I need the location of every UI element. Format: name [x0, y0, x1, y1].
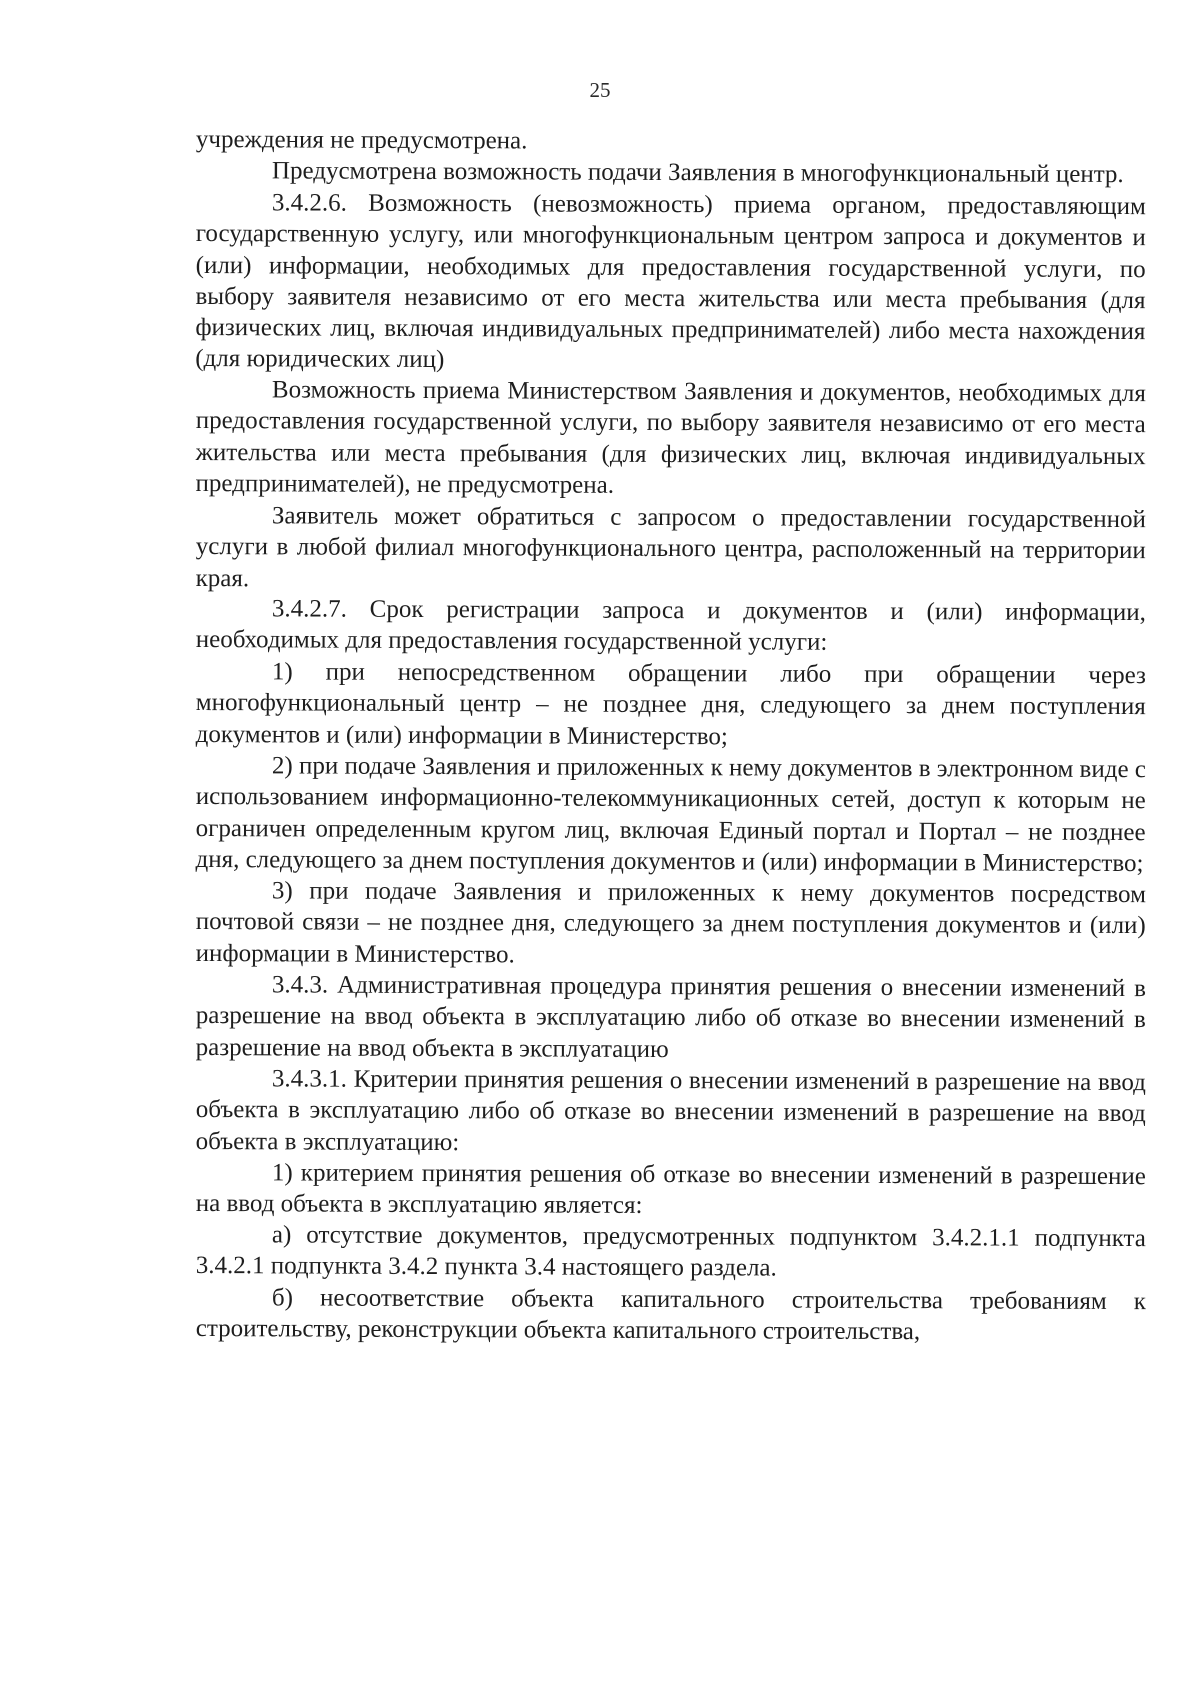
paragraph: 3) при подаче Заявления и приложенных к нему документов посредством почтовой связи – не позднее дня, следующего за днем поступления документов и (или) информации в Министерство. [195, 877, 1146, 969]
paragraph: 1) критерием принятия решения об отказе во внесении изменений в разрешение на ввод объекта в эксплуатацию является: [195, 1159, 1146, 1220]
paragraph: Заявитель может обратиться с запросом о предоставлении государственной услуги в любой филиал многофункционального центра, расположенный на территории края. [195, 501, 1146, 592]
document-body [196, 124, 1146, 1345]
paragraph: 3.4.2.7. Срок регистрации запроса и документов и (или) информации, необходимых для предоставления государственной услуги: [195, 595, 1146, 657]
paragraph: учреждения не предусмотрена. [195, 125, 528, 155]
paragraph: 1) при непосредственном обращении либо при обращении через многофункциональный центр – не позднее дня, следующего за днем поступления документов и (или) информации в Министерство; [195, 658, 1146, 750]
paragraph: 2) при подаче Заявления и приложенных к нему документов в электронном виде с использованием информационно-телекоммуникационных сетей, доступ к которым не ограничен определенным кругом лиц, включая Единый портал и Портал – не позднее дня, следующего за днем поступления документов и (или) информации в Министерство; [195, 752, 1146, 877]
paragraph: 3.4.3. Административная процедура принятия решения о внесении изменений в разрешение на ввод объекта в эксплуатацию либо об отказе во внесении изменений в разрешение на ввод объекта в эксплуатацию [195, 971, 1146, 1063]
paragraph: Возможность приема Министерством Заявления и документов, необходимых для предоставления государственной услуги, по выбору заявителя независимо от его места жительства или места пребывания (для физических лиц, включая индивидуальных предпринимателей), не предусмотрена. [195, 376, 1146, 500]
paragraph: 3.4.2.6. Возможность (невозможность) приема органом, предоставляющим государственную услугу, или многофункциональным центром запроса и документов и (или) информации, необходимых для предоставления государственной услуги, по выбору заявителя независимо от его места жительства или места пребывания (для физических лиц, включая индивидуальных предпринимателей) либо места нахождения (для юридических лиц) [195, 188, 1146, 374]
page-number: 25 [589, 78, 611, 102]
paragraph: 3.4.3.1. Критерии принятия решения о внесении изменений в разрешение на ввод объекта в эксплуатацию либо об отказе во внесении изменений в разрешение на ввод объекта в эксплуатацию: [195, 1065, 1146, 1156]
paragraph: а) отсутствие документов, предусмотренных подпунктом 3.4.2.1.1 подпункта 3.4.2.1 подпункта 3.4.2 пункта 3.4 настоящего раздела. [195, 1221, 1146, 1283]
paragraph: б) несоответствие объекта капитального строительства требованиям к строительству, реконструкции объекта капитального строительства, [195, 1284, 1146, 1346]
paragraph: Предусмотрена возможность подачи Заявления в многофункциональный центр. [271, 157, 1124, 189]
